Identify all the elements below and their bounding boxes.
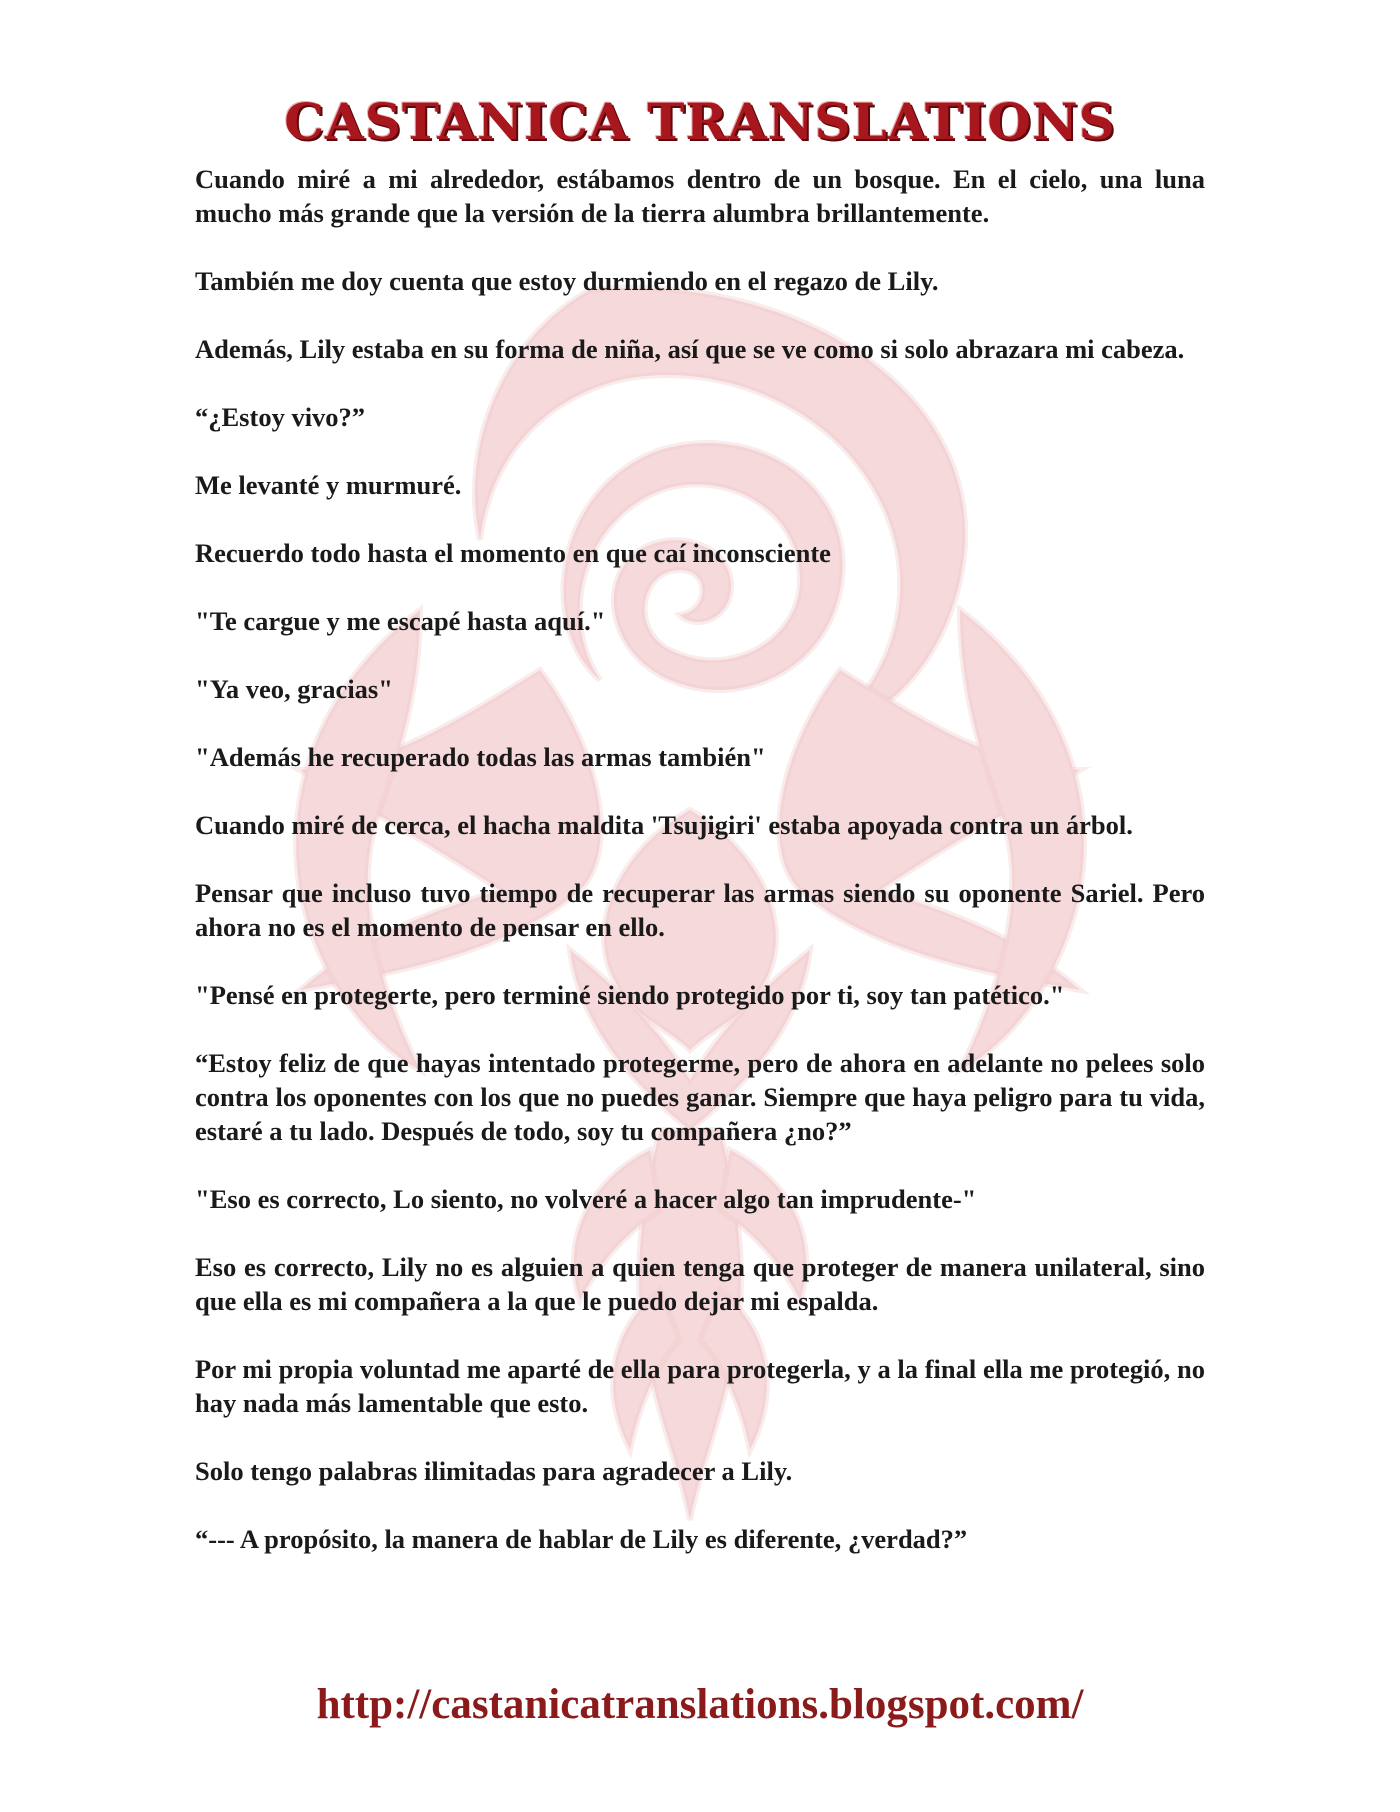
paragraph: "Además he recuperado todas las armas también" [195, 742, 766, 772]
paragraph: Además, Lily estaba en su forma de niña, así que se ve como si solo abrazara mi cabeza. [195, 334, 1185, 364]
page-title: CASTANICA TRANSLATIONS [284, 92, 1116, 151]
paragraph: “¿Estoy vivo?” [195, 402, 366, 432]
paragraph: También me doy cuenta que estoy durmiendo en el regazo de Lily. [195, 266, 939, 296]
paragraph: Cuando miré de cerca, el hacha maldita 'Tsujigiri' estaba apoyada contra un árbol. [195, 810, 1133, 840]
paragraph: “--- A propósito, la manera de hablar de Lily es diferente, ¿verdad?” [195, 1524, 968, 1554]
document-body [195, 162, 1205, 1590]
paragraph: Pensar que incluso tuvo tiempo de recuperar las armas siendo su oponente Sariel. Pero ahora no es el momento de pensar en ello. [195, 878, 1205, 942]
paragraph: Eso es correcto, Lily no es alguien a quien tenga que proteger de manera unilateral, sino que ella es mi compañera a la que le puedo dejar mi espalda. [195, 1252, 1205, 1316]
paragraph: Por mi propia voluntad me aparté de ella para protegerla, y a la final ella me protegió, no hay nada más lamentable que esto. [195, 1354, 1205, 1418]
paragraph: Cuando miré a mi alrededor, estábamos dentro de un bosque. En el cielo, una luna mucho más grande que la versión de la tierra alumbra brillantemente. [195, 164, 1205, 228]
paragraph: Recuerdo todo hasta el momento en que caí inconsciente [195, 538, 831, 568]
paragraph: "Eso es correcto, Lo siento, no volveré a hacer algo tan imprudente-" [195, 1184, 977, 1214]
paragraph: Solo tengo palabras ilimitadas para agradecer a Lily. [195, 1456, 793, 1486]
footer-link[interactable]: http://castanicatranslations.blogspot.com/ [316, 1681, 1084, 1728]
paragraph: "Ya veo, gracias" [195, 674, 393, 704]
paragraph: "Pensé en protegerte, pero terminé siendo protegido por ti, soy tan patético." [195, 980, 1065, 1010]
paragraph: "Te cargue y me escapé hasta aquí." [195, 606, 606, 636]
paragraph: “Estoy feliz de que hayas intentado protegerme, pero de ahora en adelante no pelees solo contra los oponentes con los que no puedes ganar. Siempre que haya peligro para tu vida, estaré a tu lado. Después de todo, soy tu compañera ¿no?” [195, 1048, 1205, 1146]
paragraph: Me levanté y murmuré. [195, 470, 462, 500]
